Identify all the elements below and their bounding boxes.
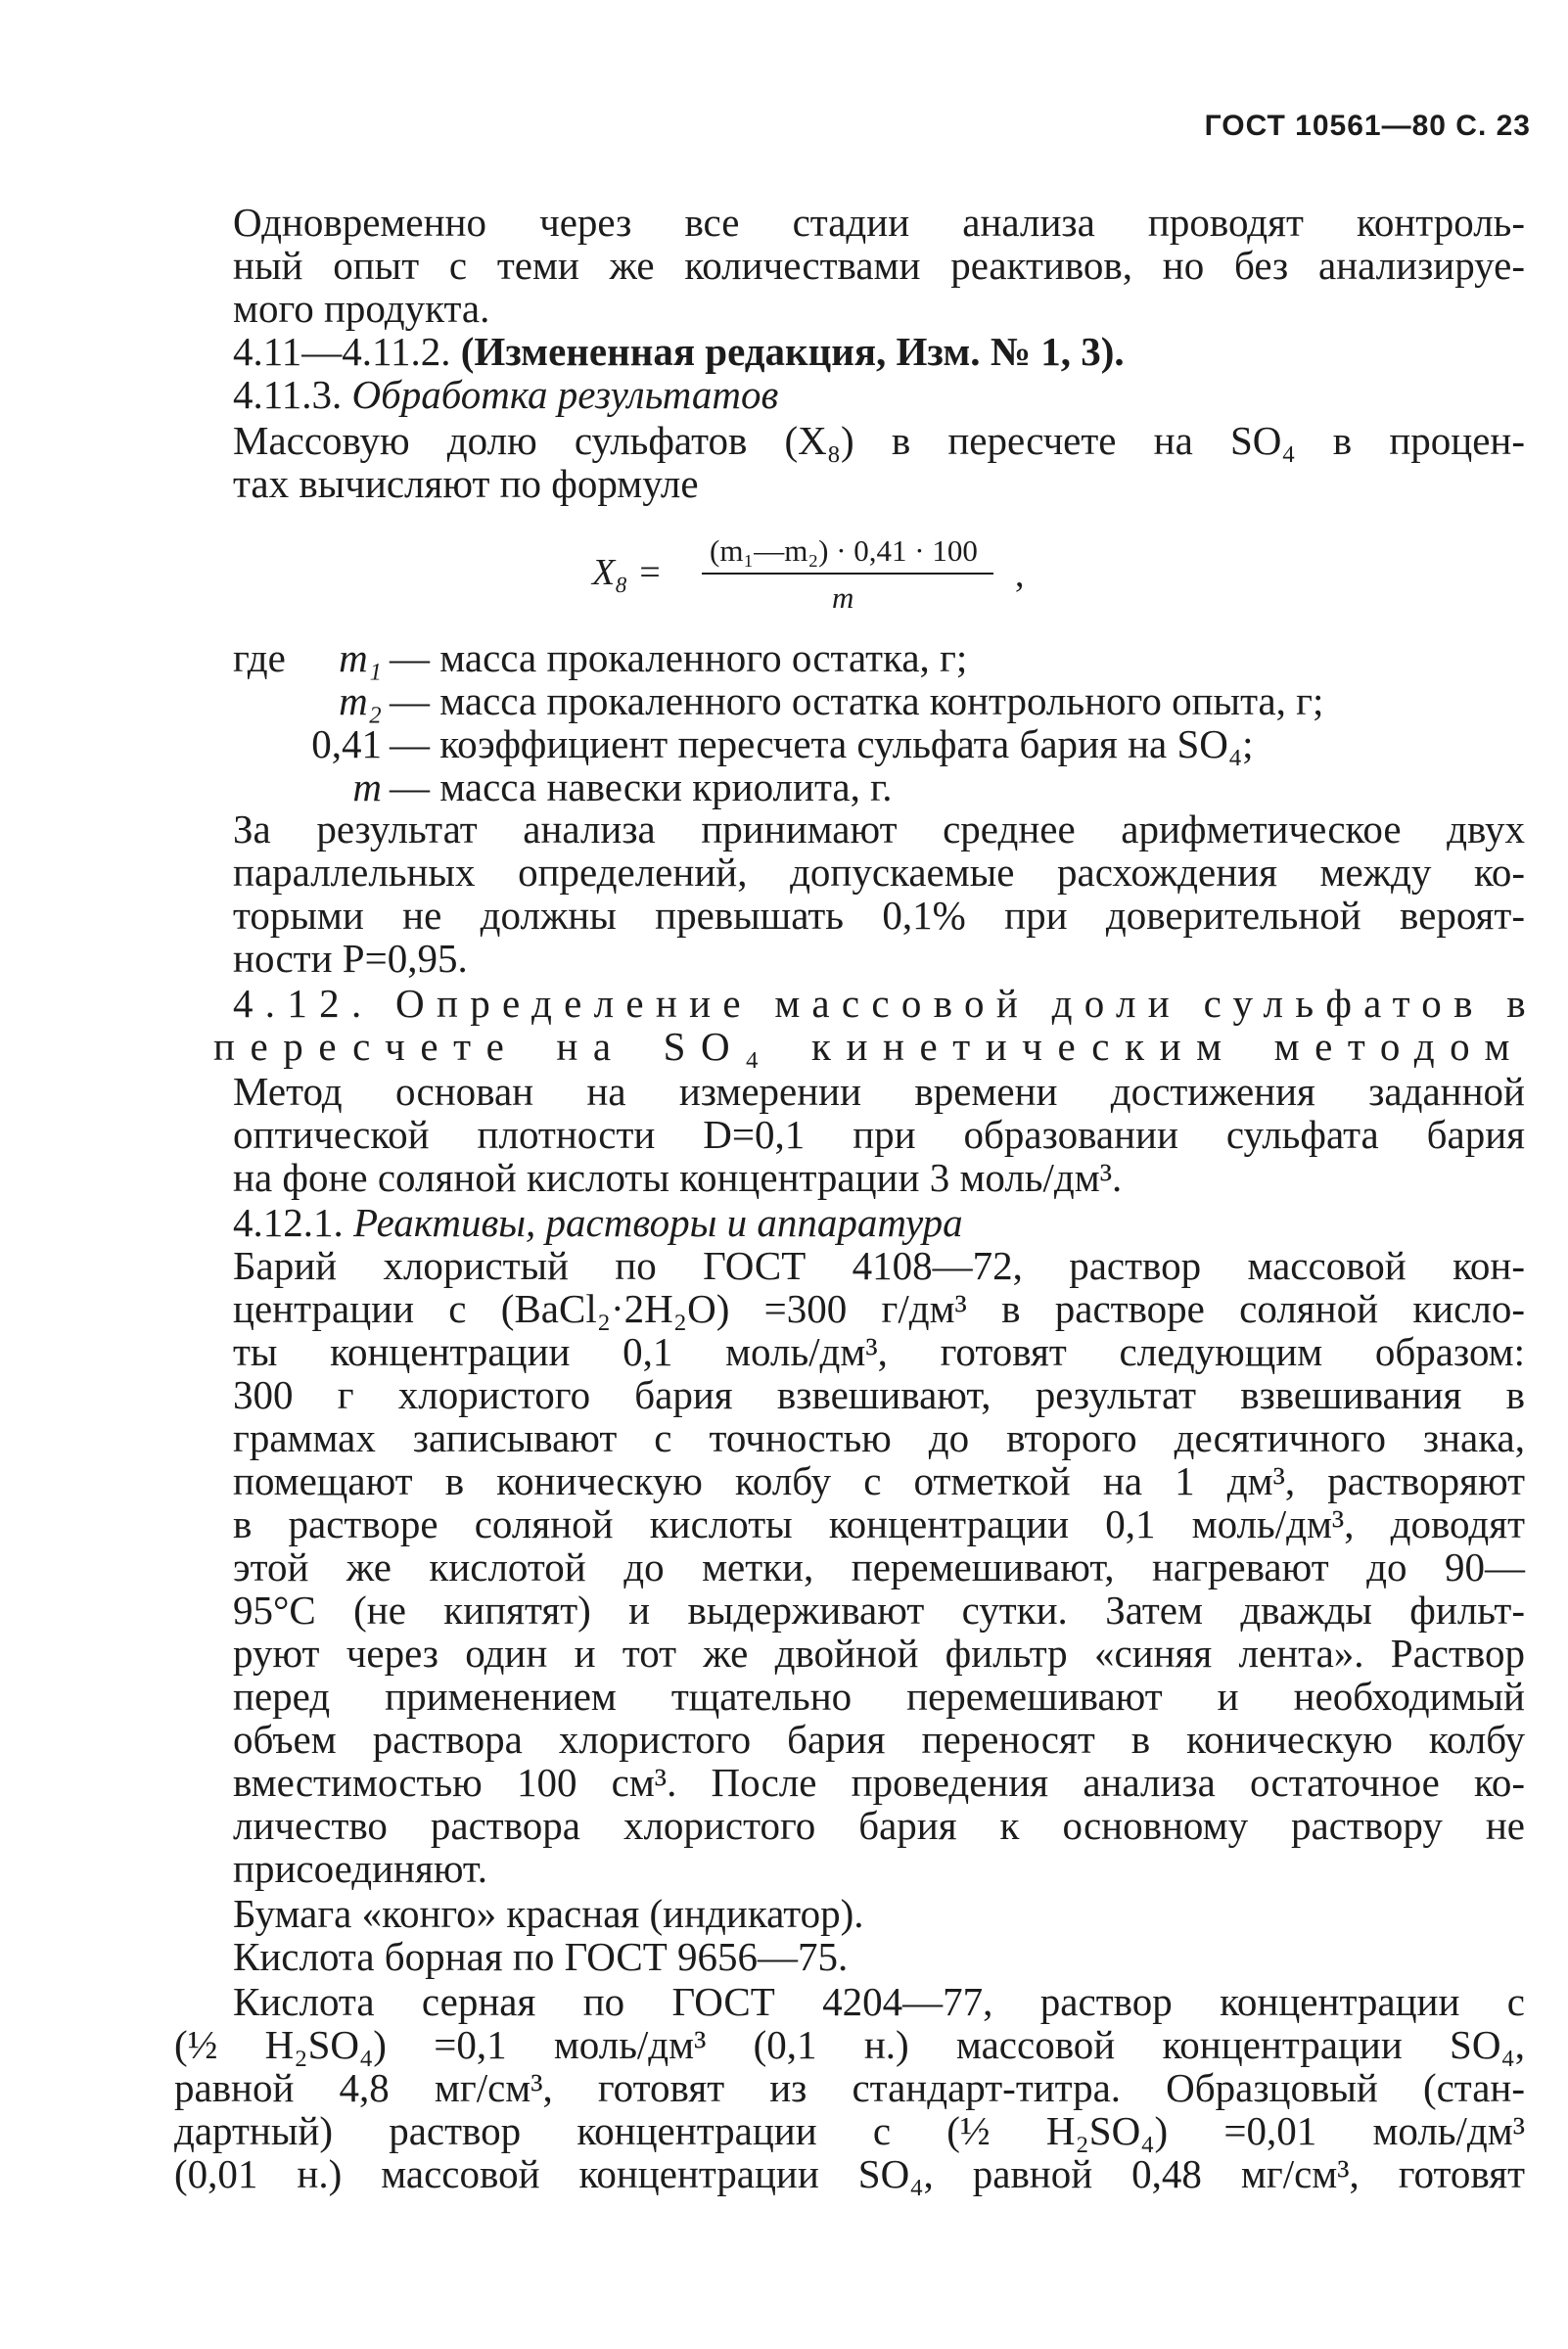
where-text: — масса прокаленного остатка, г; — [390, 635, 968, 680]
where-symbol: m₂ — [339, 678, 382, 723]
section-heading: 4.12. Определение массовой доли сульфатов в — [233, 981, 1538, 1026]
paragraph-line: (0,01 н.) массовой концентрации SO₄, равной 0,48 мг/см³, готовят — [174, 2151, 1525, 2196]
paragraph-line: ты концентрации 0,1 моль/дм³, готовят следующим образом: — [233, 1329, 1525, 1374]
paragraph-line: граммах записывают с точностью до второго десятичного знака, — [233, 1415, 1525, 1460]
revision-note: (Измененная редакция, Изм. № 1, 3). — [460, 329, 1125, 374]
clause-number: 4.11—4.11.2. — [233, 329, 451, 374]
clause-title: Реактивы, растворы и аппаратура — [353, 1200, 963, 1245]
formula-lhs: X₈ = — [592, 552, 663, 593]
paragraph-line: Метод основан на измерении времени достижения заданной — [233, 1069, 1525, 1114]
formula-comma: , — [1015, 554, 1025, 595]
reagent-line: Кислота борная по ГОСТ 9656—75. — [233, 1934, 849, 1979]
formula-denominator: m — [832, 580, 854, 615]
clause-title: Обработка результатов — [351, 372, 779, 417]
paragraph-line: оптической плотности D=0,1 при образовании сульфата бария — [233, 1112, 1525, 1157]
clause-number: 4.11.3. — [233, 372, 343, 417]
where-text: — масса навески криолита, г. — [390, 764, 893, 809]
paragraph-line: присоединяют. — [233, 1846, 488, 1891]
paragraph-line: ности P=0,95. — [233, 936, 468, 981]
paragraph-line: торыми не должны превышать 0,1% при доверительной вероят- — [233, 893, 1525, 938]
paragraph-line: тах вычисляют по формуле — [233, 461, 699, 506]
paragraph-line: объем раствора хлористого бария переносят в коническую колбу — [233, 1717, 1525, 1762]
page-header: ГОСТ 10561—80 С. 23 — [1204, 110, 1531, 142]
paragraph-line: дартный) раствор концентрации c (½ H₂SO₄) =0,01 моль/дм³ — [174, 2108, 1525, 2153]
paragraph-line: этой же кислотой до метки, перемешивают, нагревают до 90— — [233, 1544, 1525, 1589]
paragraph-line: мого продукта. — [233, 286, 490, 331]
paragraph-line: параллельных определений, допускаемые расхождения между ко- — [233, 850, 1525, 895]
where-symbol: m — [352, 764, 382, 809]
where-prefix: где — [233, 635, 286, 680]
clause-number: 4.12.1. — [233, 1200, 344, 1245]
paragraph-line: в растворе соляной кислоты концентрации 0,1 моль/дм³, доводят — [233, 1501, 1525, 1546]
paragraph-line: За результат анализа принимают среднее арифметическое двух — [233, 806, 1525, 852]
paragraph-line: 95°С (не кипятят) и выдерживают сутки. Затем дважды фильт- — [233, 1588, 1525, 1633]
paragraph-line: личество раствора хлористого бария к основному раствору не — [233, 1803, 1525, 1848]
paragraph-line: вместимостью 100 см³. После проведения анализа остаточное ко- — [233, 1760, 1525, 1805]
paragraph-line: 300 г хлористого бария взвешивают, результат взвешивания в — [233, 1372, 1525, 1417]
paragraph-line: Барий хлористый по ГОСТ 4108—72, раствор массовой кон- — [233, 1243, 1525, 1288]
paragraph-line: равной 4,8 мг/см³, готовят из стандарт-титра. Образцовый (стан- — [174, 2065, 1525, 2110]
paragraph-line: центрации c (BaCl₂·2H₂O) =300 г/дм³ в растворе соляной кисло- — [233, 1286, 1525, 1331]
reagent-line: Бумага «конго» красная (индикатор). — [233, 1891, 864, 1936]
paragraph-line: Кислота серная по ГОСТ 4204—77, раствор концентрации c — [233, 1979, 1525, 2024]
paragraph-line: ный опыт с теми же количествами реактивов, но без анализируе- — [233, 243, 1525, 288]
where-symbol: 0,41 — [311, 721, 382, 766]
paragraph-line: помещают в коническую колбу с отметкой на 1 дм³, растворяют — [233, 1458, 1525, 1503]
section-heading: пересчете на SO₄ кинетическим методом — [213, 1024, 1525, 1069]
paragraph-line: руют через один и тот же двойной фильтр «синяя лента». Раствор — [233, 1631, 1525, 1676]
where-text: — масса прокаленного остатка контрольного опыта, г; — [390, 678, 1324, 723]
paragraph-line: на фоне соляной кислоты концентрации 3 моль/дм³. — [233, 1155, 1123, 1200]
clause-4-11-3 — [233, 373, 1525, 416]
paragraph-line: перед применением тщательно перемешивают и необходимый — [233, 1674, 1525, 1719]
fraction-bar — [702, 573, 993, 575]
where-text: — коэффициент пересчета сульфата бария на SO₄; — [390, 721, 1254, 766]
clause-4-12-1 — [233, 1201, 1525, 1244]
sulfate-formula — [592, 533, 1042, 631]
where-symbol: m₁ — [339, 635, 382, 680]
clause-4-11-2 — [233, 330, 1525, 373]
paragraph-line: (½ H₂SO₄) =0,1 моль/дм³ (0,1 н.) массовой концентрации SO₄, — [174, 2022, 1525, 2067]
paragraph-line: Одновременно через все стадии анализа проводят контроль- — [233, 200, 1525, 245]
formula-numerator: (m₁—m₂) · 0,41 · 100 — [710, 533, 978, 568]
paragraph-line: Массовую долю сульфатов (X₈) в пересчете на SO₄ в процен- — [233, 418, 1525, 463]
